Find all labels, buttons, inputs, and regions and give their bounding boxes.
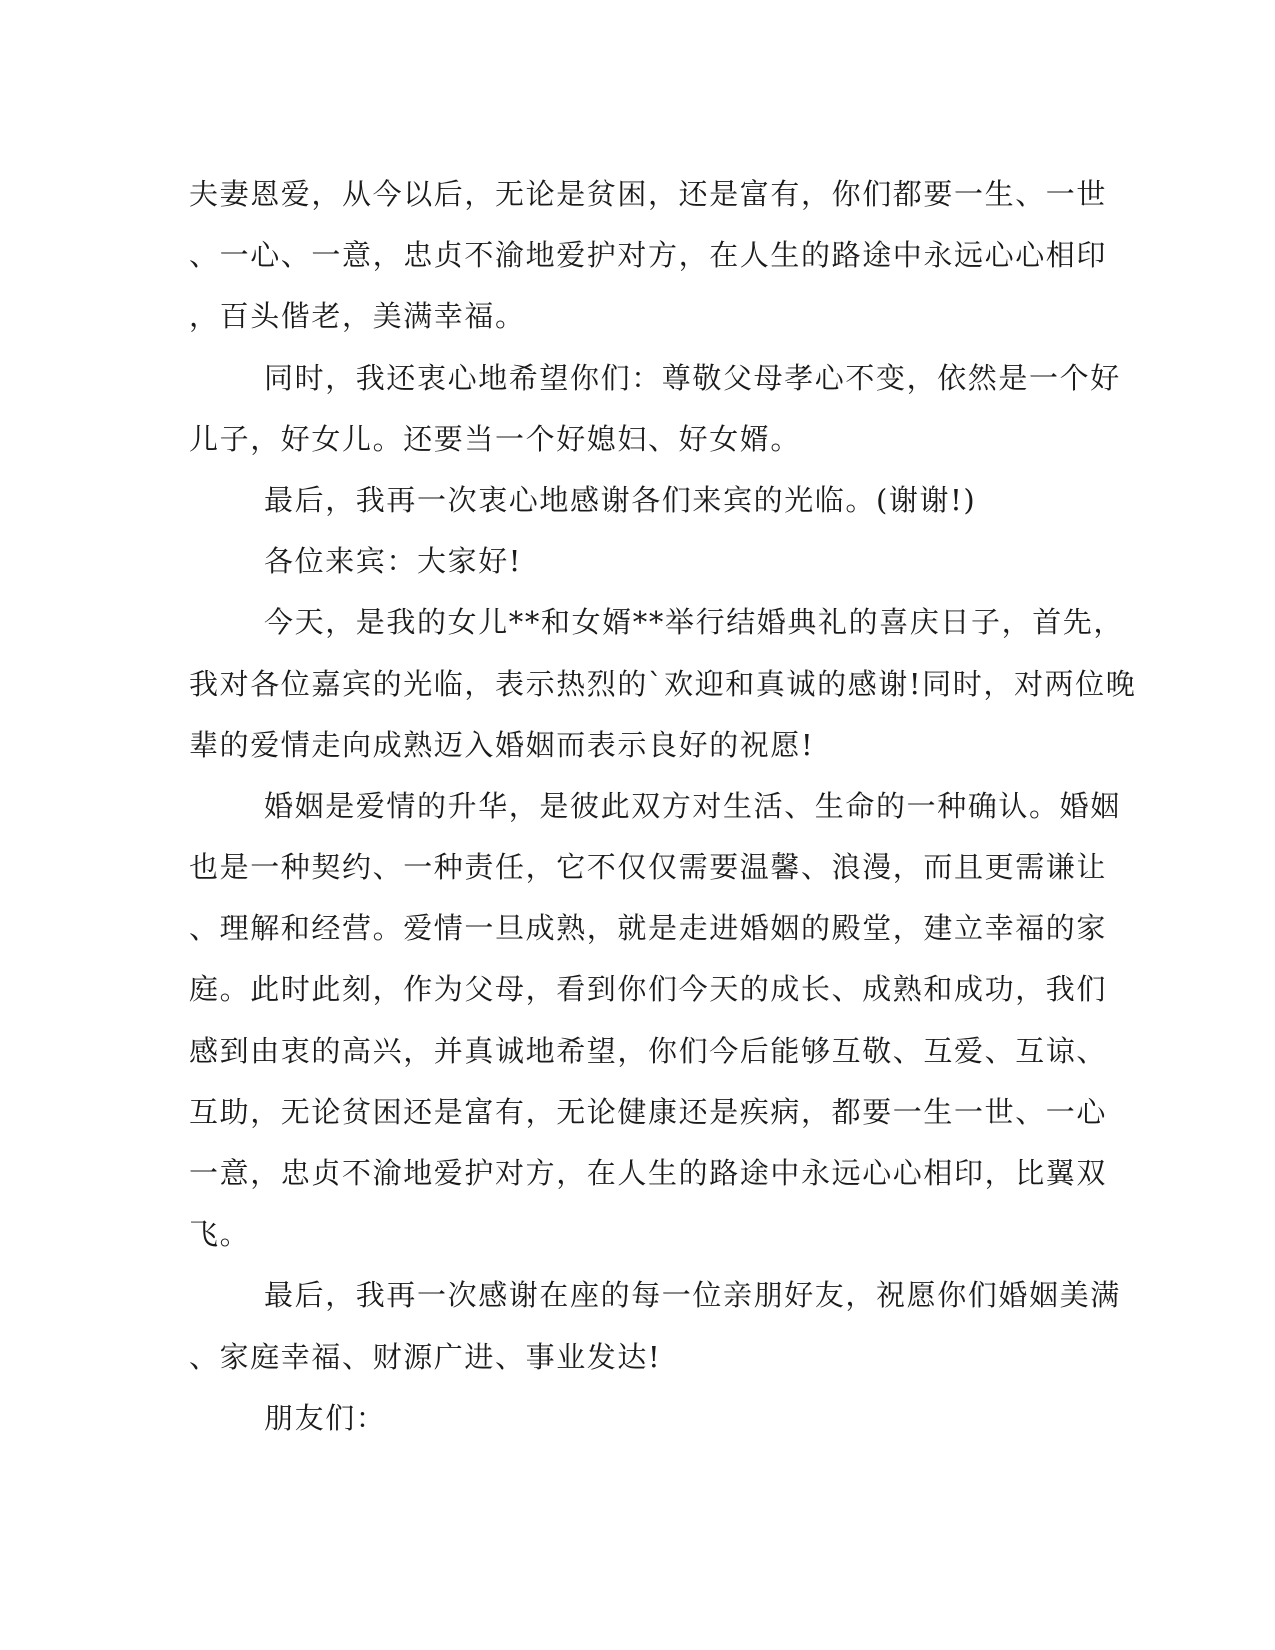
body-text xyxy=(189,164,1137,1449)
text-line: 儿子，好女儿。还要当一个好媳妇、好女婿。 xyxy=(189,421,802,456)
text-line: 我对各位嘉宾的光临，表示热烈的`欢迎和真诚的感谢!同时，对两位晚 xyxy=(189,666,1137,701)
text-line: 朋友们： xyxy=(264,1400,387,1435)
text-line: 、理解和经营。爱情一旦成熟，就是走进婚姻的殿堂，建立幸福的家 xyxy=(189,911,1108,946)
text-line: 、家庭幸福、财源广进、事业发达! xyxy=(189,1339,662,1374)
text-line: 一意，忠贞不渝地爱护对方，在人生的路途中永远心心相印，比翼双 xyxy=(189,1156,1108,1190)
text-line: 同时，我还衷心地希望你们：尊敬父母孝心不变，依然是一个好 xyxy=(264,360,1121,395)
text-line: 飞。 xyxy=(189,1217,251,1252)
text-line: 感到由衷的高兴，并真诚地希望，你们今后能够互敬、互爱、互谅、 xyxy=(189,1033,1108,1068)
text-line: 今天，是我的女儿**和女婿**举行结婚典礼的喜庆日子，首先， xyxy=(264,605,1125,640)
text-line: 互助，无论贫困还是富有，无论健康还是疾病，都要一生一世、一心 xyxy=(189,1094,1108,1129)
text-line: 夫妻恩爱，从今以后，无论是贫困，还是富有，你们都要一生、一世 xyxy=(189,177,1108,211)
text-line: ，百头偕老，美满幸福。 xyxy=(189,299,526,334)
text-line: 辈的爱情走向成熟迈入婚姻而表示良好的祝愿! xyxy=(189,727,815,762)
text-line: 庭。此时此刻，作为父母，看到你们今天的成长、成熟和成功，我们 xyxy=(189,972,1108,1007)
text-line: 也是一种契约、一种责任，它不仅仅需要温馨、浪漫，而且更需谦让 xyxy=(189,850,1108,885)
text-line: 婚姻是爱情的升华，是彼此双方对生活、生命的一种确认。婚姻 xyxy=(264,788,1121,823)
text-line: 、一心、一意，忠贞不渝地爱护对方，在人生的路途中永远心心相印 xyxy=(189,238,1108,273)
text-line: 各位来宾：大家好! xyxy=(264,544,523,579)
text-line: 最后，我再一次衷心地感谢各们来宾的光临。(谢谢!) xyxy=(264,482,977,517)
text-line: 最后，我再一次感谢在座的每一位亲朋好友，祝愿你们婚姻美满 xyxy=(264,1278,1121,1313)
